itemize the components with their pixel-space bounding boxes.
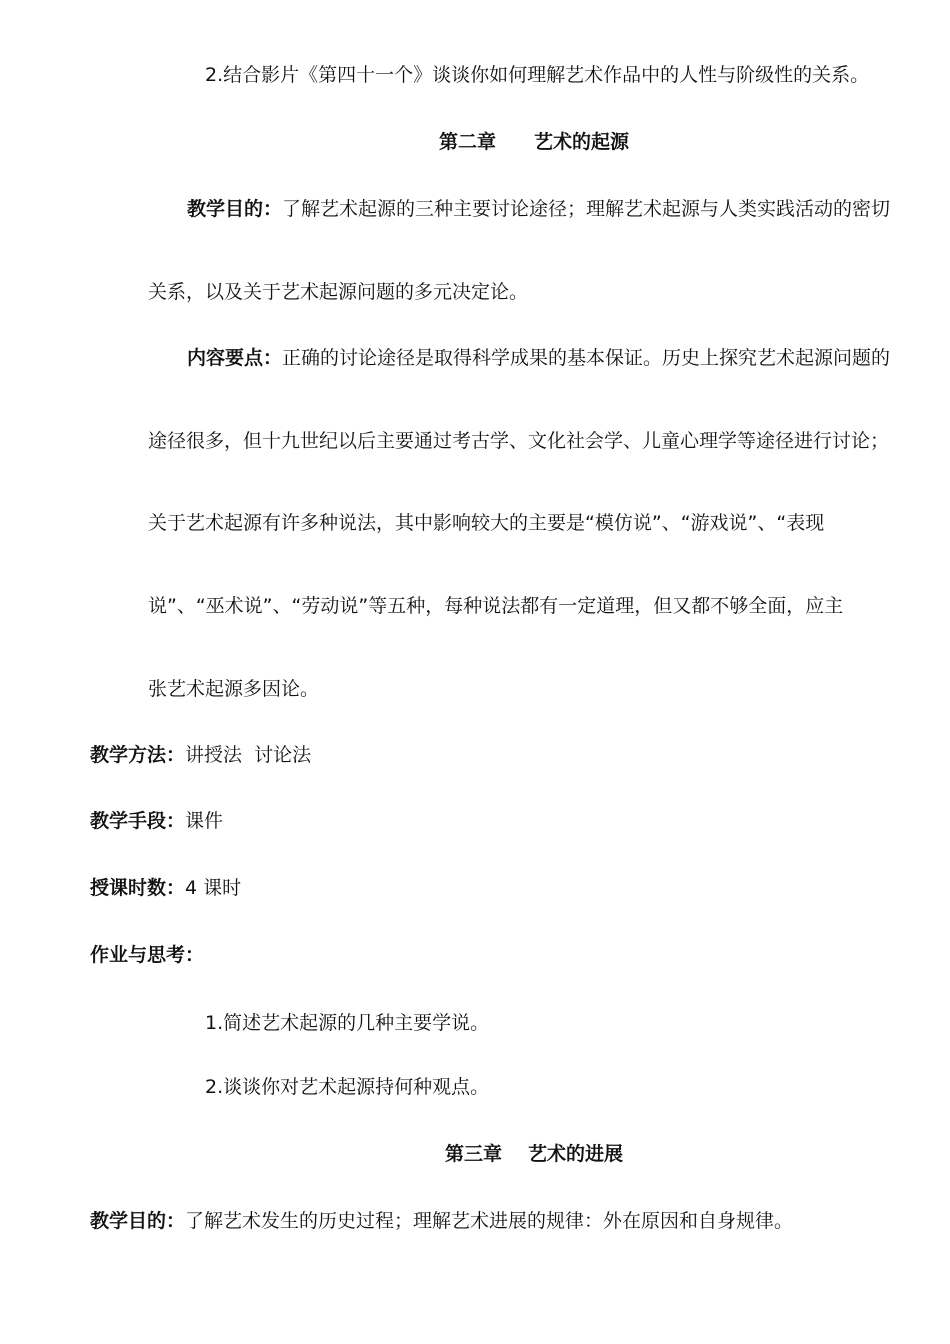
method-value: 讲授法 讨论法 (185, 744, 312, 766)
hours-value: 4 课时 (185, 877, 242, 899)
homework-item-2: 2.谈谈你对艺术起源持何种观点。 (205, 1076, 490, 1098)
chapter-2-content-line-2: 途径很多，但十九世纪以后主要通过考古学、文化社会学、儿童心理学等途径进行讨论； (148, 430, 890, 452)
chapter-3-objective-label: 教学目的： (90, 1210, 186, 1232)
chapter-3-number: 第三章 (444, 1143, 502, 1165)
means-value: 课件 (185, 810, 224, 832)
content-text-1: 正确的讨论途径是取得科学成果的基本保证。历史上探究艺术起源问题的 (282, 347, 891, 369)
prev-homework-item-2: 2.结合影片《第四十一个》谈谈你如何理解艺术作品中的人性与阶级性的关系。 (205, 64, 870, 86)
means-label: 教学手段： (90, 810, 186, 832)
chapter-2-objective-line-1 (187, 197, 890, 221)
chapter-2-content-line-4: 说”、“巫术说”、“劳动说”等五种，每种说法都有一定道理，但又都不够全面，应主 (148, 595, 844, 617)
chapter-3-objective-text: 了解艺术发生的历史过程；理解艺术进展的规律：外在原因和自身规律。 (185, 1210, 794, 1232)
method-label: 教学方法： (90, 744, 186, 766)
teaching-means (90, 809, 223, 833)
chapter-2-title: 艺术的起源 (534, 131, 630, 153)
homework-label: 作业与思考： (90, 944, 205, 966)
teaching-hours (90, 876, 241, 900)
chapter-2-content-line-5: 张艺术起源多因论。 (148, 678, 320, 700)
teaching-method (90, 743, 311, 767)
homework-item-1: 1.简述艺术起源的几种主要学说。 (205, 1012, 490, 1034)
chapter-3-heading (0, 1142, 950, 1166)
hours-label: 授课时数： (90, 877, 186, 899)
chapter-2-heading (0, 130, 950, 154)
chapter-2-number: 第二章 (438, 131, 496, 153)
content-label: 内容要点： (187, 347, 283, 369)
objective-text-1: 了解艺术起源的三种主要讨论途径；理解艺术起源与人类实践活动的密切 (282, 198, 891, 220)
chapter-2-objective-line-2: 关系，以及关于艺术起源问题的多元决定论。 (148, 281, 529, 303)
chapter-3-objective (90, 1209, 793, 1233)
chapter-2-content-line-1 (187, 346, 890, 370)
chapter-3-title: 艺术的进展 (528, 1143, 624, 1165)
chapter-2-content-line-3: 关于艺术起源有许多种说法，其中影响较大的主要是“模仿说”、“游戏说”、“表现 (148, 512, 825, 534)
objective-label: 教学目的： (187, 198, 283, 220)
